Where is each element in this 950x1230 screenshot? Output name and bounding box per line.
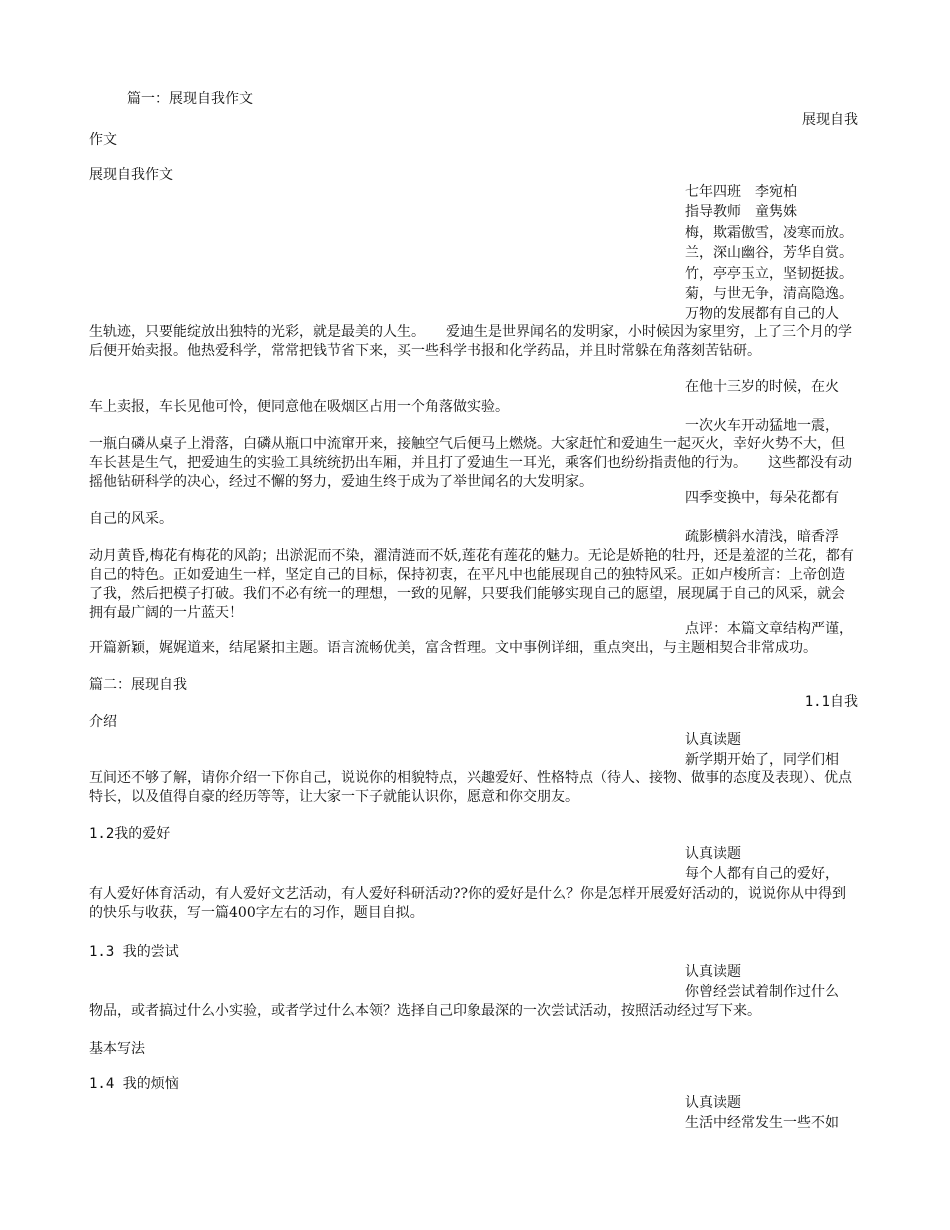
part1-heading: 篇一：展现自我作文 — [127, 91, 253, 107]
paragraph-start: 每个人都有自己的爱好， — [685, 866, 839, 882]
read-label: 认真读题 — [685, 846, 741, 862]
paragraph-body: 车上卖报，车长见他可怜，便同意他在吸烟区占用一个角落做实验。 — [89, 399, 509, 415]
paragraph-body: 有人爱好体育活动，有人爱好文艺活动，有人爱好科研活动??你的爱好是什么？你是怎样开展爱好活动的，说说你从中得到的快乐与收获，写一篇400字左右的习作，题目自拟。 — [89, 886, 847, 921]
paragraph-body: 物品，或者搞过什么小实验，或者学过什么本领？选择自己印象最深的一次尝试活动，按照活动经过写下来。 — [89, 1003, 761, 1019]
basic-method-label: 基本写法 — [89, 1041, 145, 1057]
paragraph-start: 新学期开始了，同学们相 — [685, 752, 839, 768]
review-body: 开篇新颖，娓娓道来，结尾紧扣主题。语言流畅优美，富含哲理。文中事例详细，重点突出，与主题相契合非常成功。 — [89, 640, 817, 656]
essay-title-line1: 展现自我 — [802, 112, 858, 128]
verse-line: 梅，欺霜傲雪，凌寒而放。 — [685, 225, 853, 241]
read-label: 认真读题 — [685, 732, 741, 748]
section-title: 1.3 我的尝试 — [89, 944, 179, 960]
paragraph-body: 生轨迹，只要能绽放出独特的光彩，就是最美的人生。 爱迪生是世界闻名的发明家，小时候因为家里穷，上了三个月的学后便开始卖报。他热爱科学，常常把钱节省下来，买一些科学书报和化学药品，并且时常躲在角落刻苦钻研。 — [89, 324, 852, 359]
verse-line: 菊，与世无争，清高隐逸。 — [685, 286, 853, 302]
paragraph-start: 你曾经尝试着制作过什么 — [685, 984, 839, 1000]
paragraph-start: 一次火车开动猛地一震， — [685, 418, 839, 434]
verse-line: 兰，深山幽谷，芳华自赏。 — [685, 245, 853, 261]
paragraph-body: 动月黄昏,梅花有梅花的风韵；出淤泥而不染，濯清涟而不妖,莲花有莲花的魅力。无论是娇艳的牡丹，还是羞涩的兰花，都有自己的特色。正如爱迪生一样，坚定自己的目标，保持初衷，在平凡中也能展现自己的独特风采。正如卢梭所言：上帝创造了我，然后把模子打破。我们不必有统一的理想，一致的见解，只要我们能够实现自己的愿望，展现属于自己的风采，就会拥有最广阔的一片蓝天！ — [89, 548, 854, 621]
read-label: 认真读题 — [685, 1095, 741, 1111]
section-title: 1.1自我 — [804, 694, 858, 710]
essay-subtitle: 展现自我作文 — [89, 167, 173, 183]
section-title-cont: 介绍 — [89, 714, 117, 730]
byline-class: 七年四班 李宛柏 — [685, 184, 797, 200]
essay-title-line2: 作文 — [89, 132, 117, 148]
paragraph-start: 四季变换中，每朵花都有 — [685, 490, 839, 506]
section-title: 1.4 我的烦恼 — [89, 1076, 179, 1092]
paragraph-start: 疏影横斜水清浅，暗香浮 — [685, 529, 839, 545]
byline-teacher: 指导教师 童隽姝 — [685, 204, 797, 220]
paragraph-start: 生活中经常发生一些不如 — [685, 1115, 839, 1131]
read-label: 认真读题 — [685, 964, 741, 980]
paragraph-body: 互间还不够了解，请你介绍一下你自己，说说你的相貌特点，兴趣爱好、性格特点（待人、接物、做事的态度及表现）、优点特长，以及值得自豪的经历等等，让大家一下子就能认识你，愿意和你交朋友。 — [89, 770, 852, 805]
verse-line: 竹，亭亭玉立，坚韧挺拔。 — [685, 266, 853, 282]
section-title: 1.2我的爱好 — [89, 826, 171, 842]
paragraph-body: 自己的风采。 — [89, 511, 173, 527]
part2-heading: 篇二：展现自我 — [89, 677, 187, 693]
paragraph-start: 万物的发展都有自己的人 — [685, 306, 839, 322]
paragraph-body: 一瓶白磷从桌子上滑落，白磷从瓶口中流窜开来，接触空气后便马上燃烧。大家赶忙和爱迪生一起灭火，幸好火势不大，但车长甚是生气，把爱迪生的实验工具统统扔出车厢，并且打了爱迪生一耳光，乘客们也纷纷指责他的行为。 这些都没有动摇他钻研科学的决心，经过不懈的努力，爱迪生终于成为了举世闻名的大发明家。 — [89, 436, 852, 490]
paragraph-start: 在他十三岁的时候，在火 — [685, 379, 839, 395]
review-start: 点评：本篇文章结构严谨， — [685, 621, 853, 637]
